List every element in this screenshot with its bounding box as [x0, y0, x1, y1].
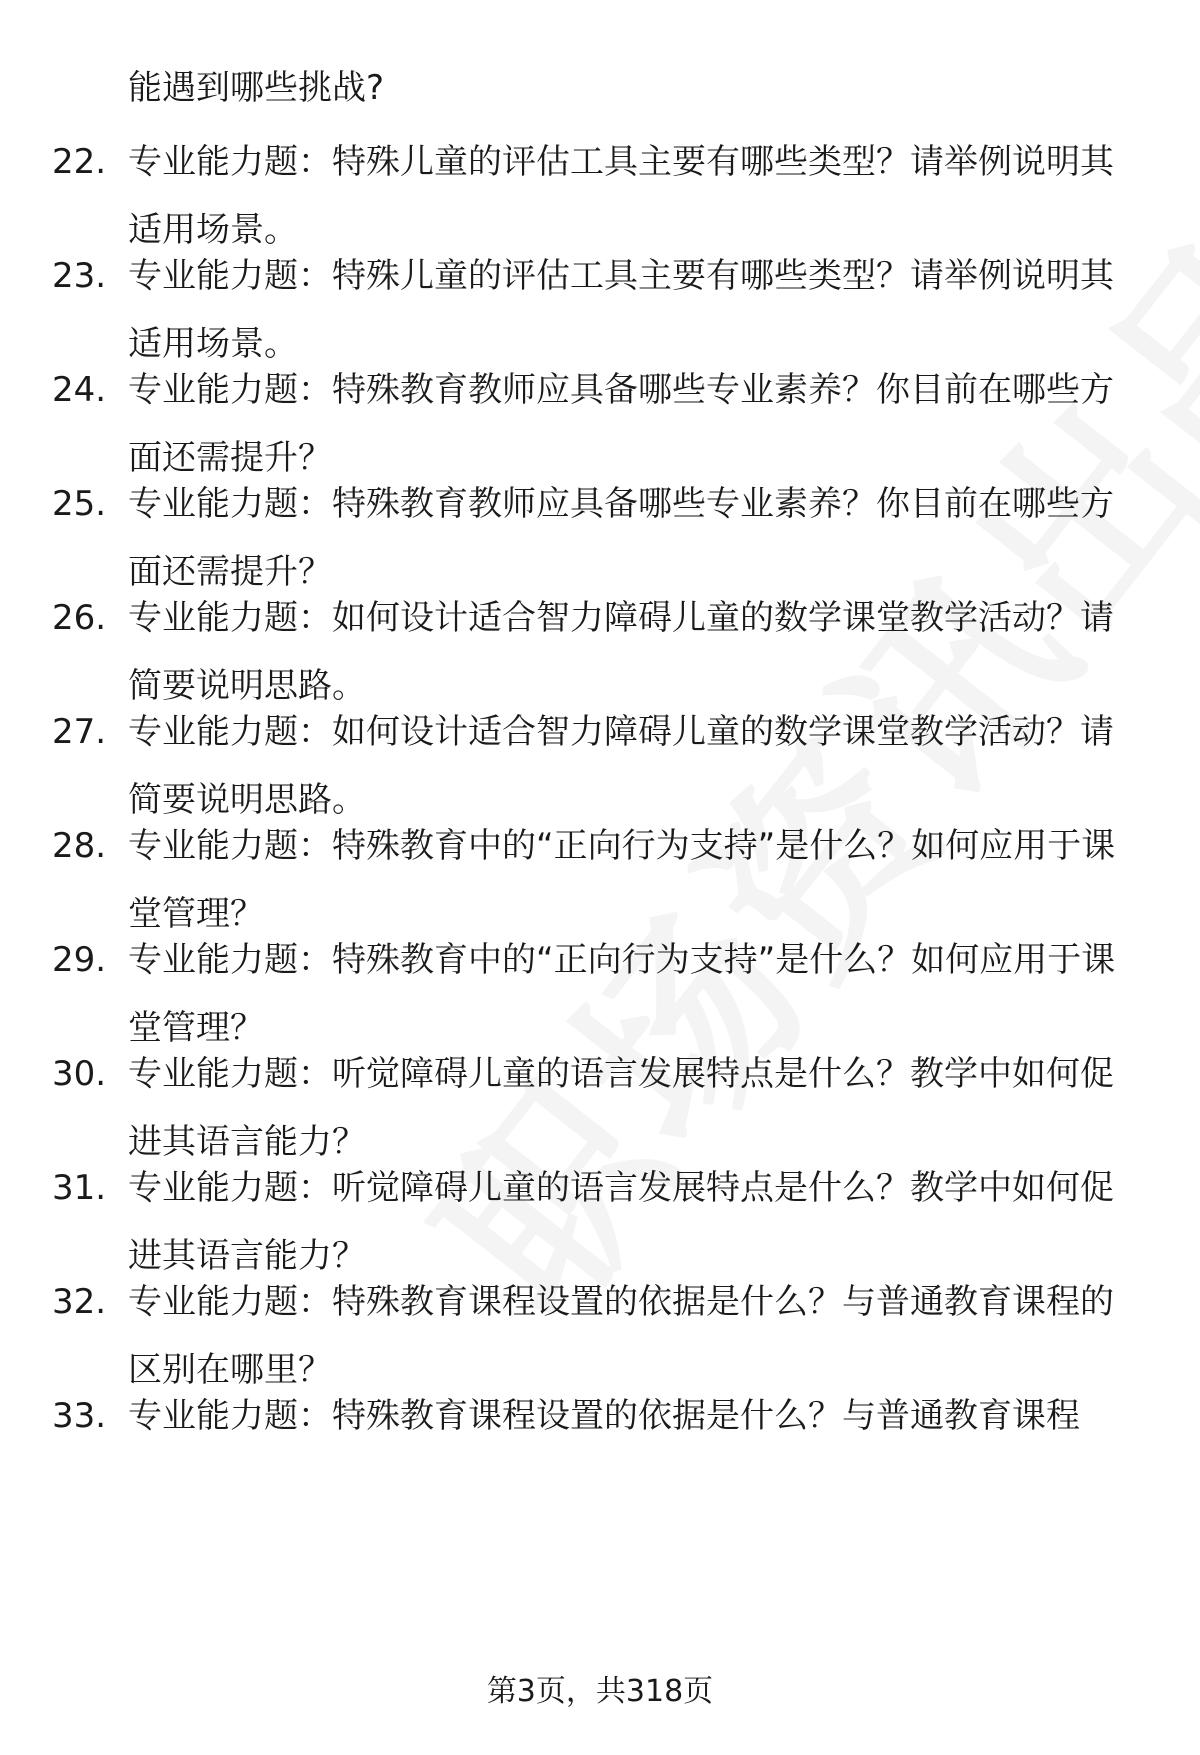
list-item — [0, 128, 1200, 260]
list-item — [0, 242, 1200, 374]
question-number: 32. — [52, 1282, 107, 1322]
page-footer: 第3页，共318页 — [486, 1674, 714, 1709]
question-number: 30. — [52, 1054, 107, 1094]
question-text: 专业能力题：特殊教育中的“正向行为支持”是什么？如何应用于课堂管理？ — [128, 940, 1116, 1048]
question-text: 专业能力题：特殊儿童的评估工具主要有哪些类型？请举例说明其适用场景。 — [128, 256, 1114, 364]
question-text: 专业能力题：特殊教育教师应具备哪些专业素养？你目前在哪些方面还需提升？ — [128, 370, 1114, 478]
question-number: 29. — [52, 940, 107, 980]
question-number: 24. — [52, 370, 107, 410]
question-number: 23. — [52, 256, 107, 296]
list-item — [0, 1382, 1200, 1450]
question-number: 25. — [52, 484, 107, 524]
list-item — [0, 584, 1200, 716]
list-item — [0, 698, 1200, 830]
question-text: 专业能力题：特殊教育课程设置的依据是什么？与普通教育课程 — [128, 1396, 1080, 1436]
list-item — [0, 926, 1200, 1058]
question-number: 22. — [52, 142, 107, 182]
list-item — [0, 1268, 1200, 1400]
question-number: 27. — [52, 712, 107, 752]
question-text: 专业能力题：如何设计适合智力障碍儿童的数学课堂教学活动？请简要说明思路。 — [128, 598, 1114, 706]
question-number: 31. — [52, 1168, 107, 1208]
question-text: 专业能力题：听觉障碍儿童的语言发展特点是什么？教学中如何促进其语言能力？ — [128, 1054, 1114, 1162]
list-item — [0, 812, 1200, 944]
question-text: 专业能力题：如何设计适合智力障碍儿童的数学课堂教学活动？请简要说明思路。 — [128, 712, 1114, 820]
continuation-text: 能遇到哪些挑战? — [128, 68, 385, 108]
list-item — [0, 1154, 1200, 1286]
question-number: 33. — [52, 1396, 107, 1436]
question-number: 26. — [52, 598, 107, 638]
list-item — [0, 356, 1200, 488]
question-text: 专业能力题：特殊教育教师应具备哪些专业素养？你目前在哪些方面还需提升？ — [128, 484, 1114, 592]
list-item — [0, 1040, 1200, 1172]
question-text: 专业能力题：特殊教育中的“正向行为支持”是什么？如何应用于课堂管理？ — [128, 826, 1116, 934]
question-text: 专业能力题：特殊儿童的评估工具主要有哪些类型？请举例说明其适用场景。 — [128, 142, 1114, 250]
list-item — [0, 470, 1200, 602]
question-text: 专业能力题：特殊教育课程设置的依据是什么？与普通教育课程的区别在哪里？ — [128, 1282, 1114, 1390]
question-number: 28. — [52, 826, 107, 866]
question-text: 专业能力题：听觉障碍儿童的语言发展特点是什么？教学中如何促进其语言能力？ — [128, 1168, 1114, 1276]
